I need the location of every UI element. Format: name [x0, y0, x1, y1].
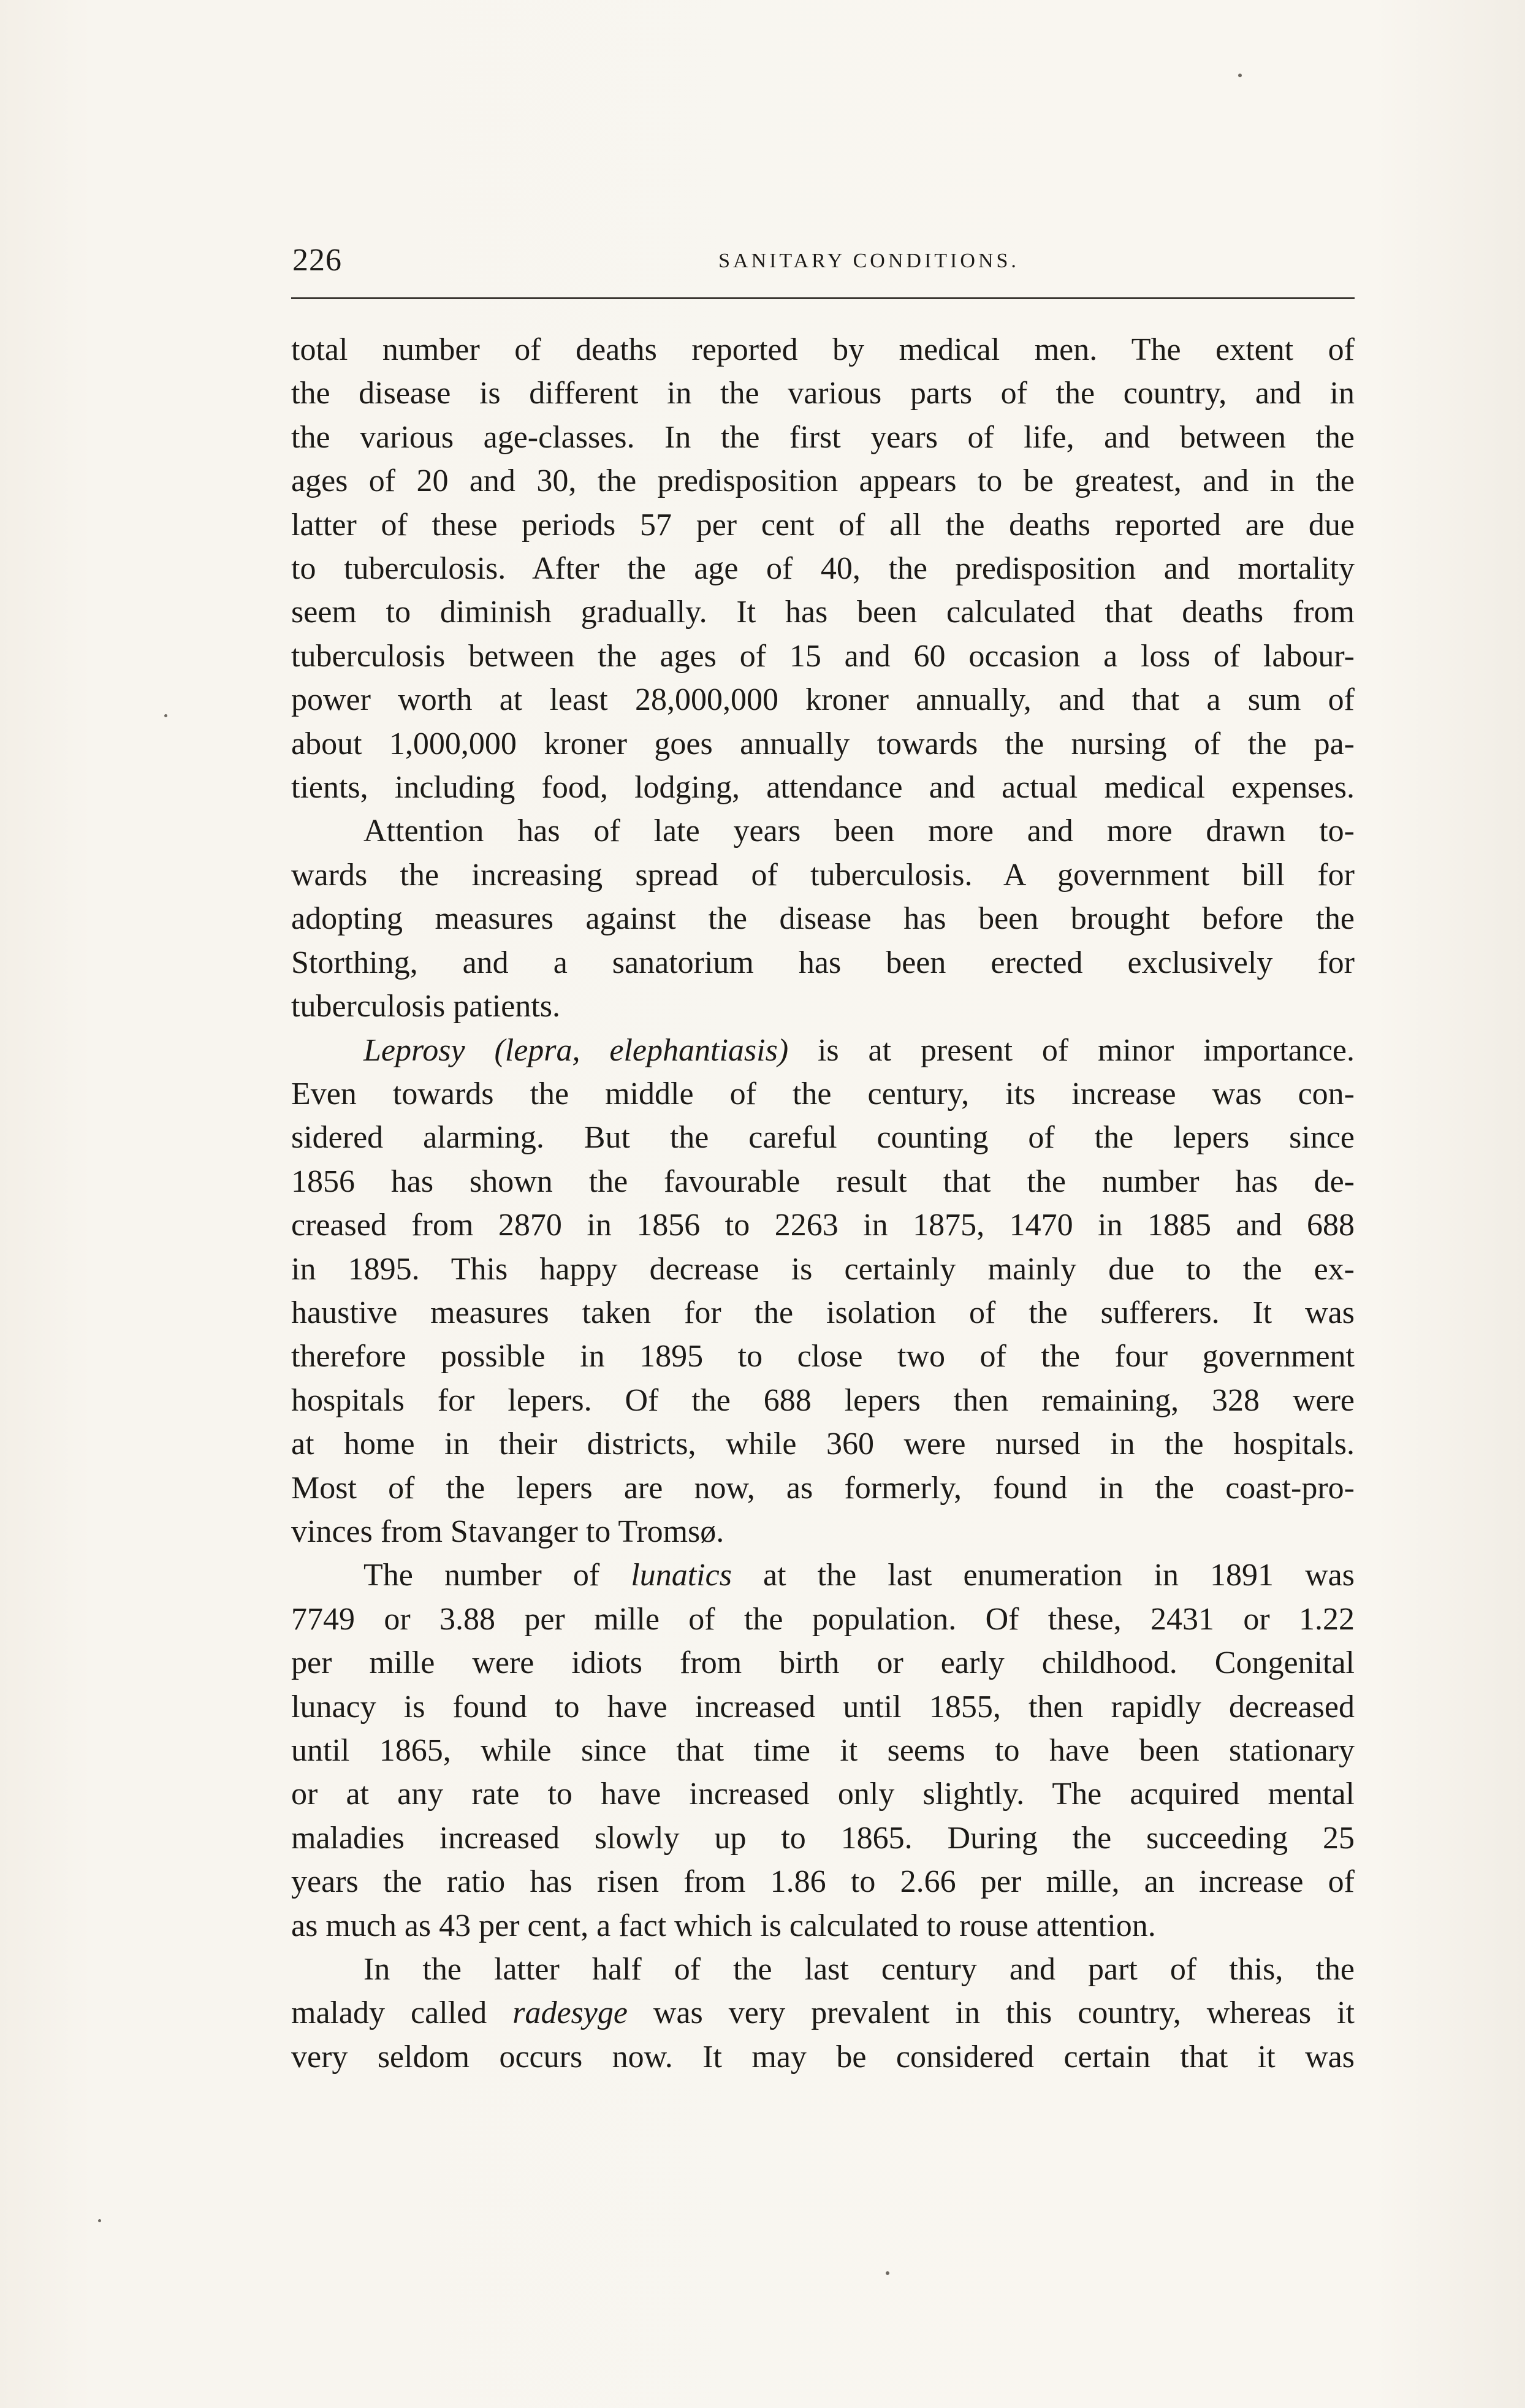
text-line: the disease is different in the various parts of the country, and in	[291, 376, 1355, 411]
paper-speck	[886, 2271, 889, 2275]
text-line: 1856 has shown the favourable result that the number has de-	[291, 1164, 1355, 1199]
text-line: about 1,000,000 kroner goes annually towards the nursing of the pa-	[291, 726, 1355, 761]
text-line: tuberculosis between the ages of 15 and 60 occasion a loss of labour-	[291, 638, 1355, 674]
text-segment: was very prevalent in this country, whereas it	[627, 1995, 1355, 2031]
paper-speck	[98, 2219, 101, 2222]
italic-term-lunatics: lunatics	[631, 1558, 732, 1593]
page-number: 226	[292, 243, 342, 278]
text-segment: is at present of minor importance.	[788, 1032, 1355, 1068]
body-text	[291, 328, 1355, 2079]
text-line: seem to diminish gradually. It has been calculated that deaths from	[291, 595, 1355, 630]
text-line: 7749 or 3.88 per mille of the population. Of these, 2431 or 1.22	[291, 1601, 1355, 1637]
text-segment: The number of	[363, 1558, 631, 1593]
text-line	[291, 1029, 1355, 1072]
paper-speck	[1238, 74, 1242, 77]
text-line: vinces from Stavanger to Tromsø.	[291, 1514, 724, 1549]
text-segment: malady called	[291, 1995, 513, 2031]
running-head: SANITARY CONDITIONS.	[718, 250, 1019, 272]
paragraph-tuberculosis	[291, 328, 1355, 809]
text-line	[291, 1553, 1355, 1597]
text-line: In the latter half of the last century and part of this, the	[363, 1952, 1355, 1987]
text-line: in 1895. This happy decrease is certainly mainly due to the ex-	[291, 1251, 1355, 1287]
text-line: power worth at least 28,000,000 kroner annually, and that a sum of	[291, 682, 1355, 718]
text-line: haustive measures taken for the isolation of the sufferers. It was	[291, 1295, 1355, 1330]
page-header	[291, 242, 1355, 299]
text-line: tients, including food, lodging, attendance and actual medical expenses.	[291, 770, 1355, 806]
text-line: therefore possible in 1895 to close two of the four government	[291, 1339, 1355, 1374]
text-line: maladies increased slowly up to 1865. During the succeeding 25	[291, 1820, 1355, 1856]
text-line	[291, 1991, 1355, 2035]
text-line: very seldom occurs now. It may be considered certain that it was	[291, 2039, 1355, 2075]
text-line: to tuberculosis. After the age of 40, the predisposition and mortality	[291, 551, 1355, 587]
paragraph-leprosy	[291, 1029, 1355, 1554]
text-line: years the ratio has risen from 1.86 to 2.66 per mille, an increase of	[291, 1864, 1355, 1900]
text-line: tuberculosis patients.	[291, 989, 561, 1024]
text-line: or at any rate to have increased only slightly. The acquired mental	[291, 1777, 1355, 1812]
paragraph-attention	[291, 809, 1355, 1028]
text-line: until 1865, while since that time it seems to have been stationary	[291, 1733, 1355, 1768]
text-line: hospitals for lepers. Of the 688 lepers then remaining, 328 were	[291, 1382, 1355, 1418]
paper-speck	[164, 714, 167, 717]
text-line: as much as 43 per cent, a fact which is calculated to rouse attention.	[291, 1908, 1156, 1943]
text-line: per mille were idiots from birth or early childhood. Congenital	[291, 1645, 1355, 1681]
text-line: Even towards the middle of the century, its increase was con-	[291, 1076, 1355, 1111]
text-line: total number of deaths reported by medical men. The extent of	[291, 332, 1355, 367]
text-line: adopting measures against the disease has been brought before the	[291, 901, 1355, 937]
text-line: the various age-classes. In the first years of life, and between the	[291, 419, 1355, 455]
text-line: at home in their districts, while 360 were nursed in the hospitals.	[291, 1427, 1355, 1462]
text-line: wards the increasing spread of tuberculosis. A government bill for	[291, 857, 1355, 893]
text-line: lunacy is found to have increased until 1855, then rapidly decreased	[291, 1689, 1355, 1724]
text-line: latter of these periods 57 per cent of all the deaths reported are due	[291, 507, 1355, 543]
text-segment: at the last enumeration in 1891 was	[731, 1558, 1355, 1593]
paragraph-lunatics	[291, 1553, 1355, 1948]
text-line: Attention has of late years been more and more drawn to-	[363, 813, 1355, 849]
text-line: sidered alarming. But the careful counting of the lepers since	[291, 1120, 1355, 1156]
italic-term-radesyge: radesyge	[512, 1995, 628, 2031]
text-line: creased from 2870 in 1856 to 2263 in 1875, 1470 in 1885 and 688	[291, 1208, 1355, 1243]
paragraph-radesyge	[291, 1948, 1355, 2079]
text-line: Storthing, and a sanatorium has been erected exclusively for	[291, 945, 1355, 980]
text-line: Most of the lepers are now, as formerly, found in the coast-pro-	[291, 1470, 1355, 1506]
text-line: ages of 20 and 30, the predisposition appears to be greatest, and in the	[291, 463, 1355, 499]
italic-term-leprosy: Leprosy (lepra, elephantiasis)	[363, 1032, 789, 1068]
